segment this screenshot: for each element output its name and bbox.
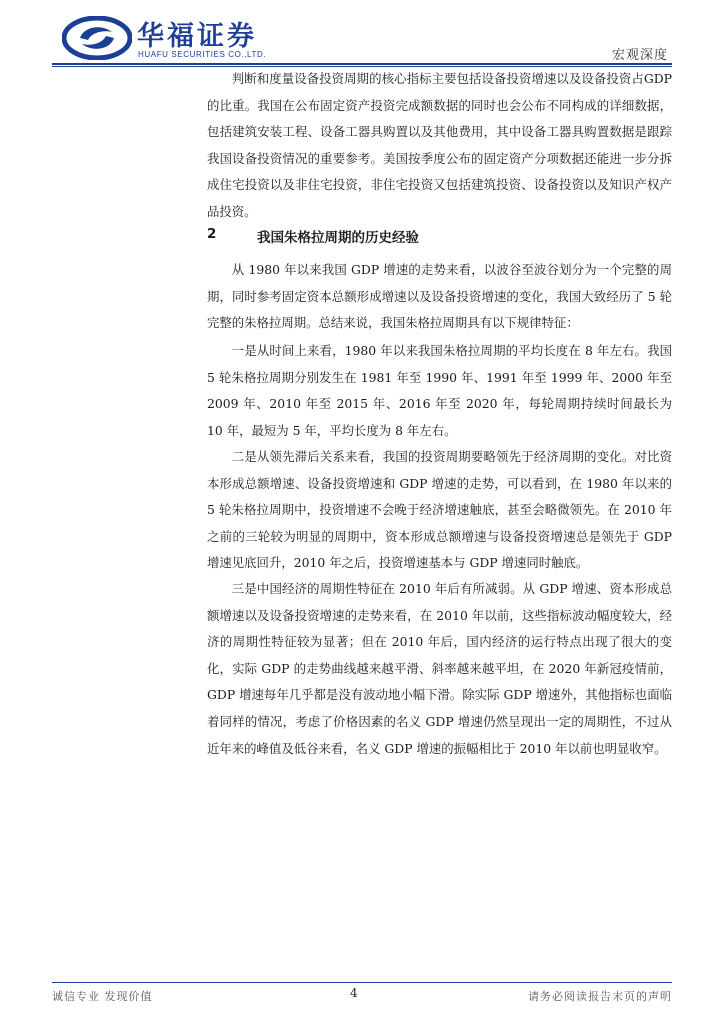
footer-disclaimer-note: 请务必阅读报告末页的声明 — [528, 990, 672, 1003]
section-title: 我国朱格拉周期的历史经验 — [257, 230, 419, 246]
report-type-label: 宏观深度 — [611, 48, 668, 63]
footer-slogan: 诚信专业 发现价值 — [52, 990, 153, 1003]
section-number: 2 — [207, 226, 217, 242]
body-paragraph: 从 1980 年以来我国 GDP 增速的走势来看，以波谷至波谷划分为一个完整的周期，同时参考固定资本总额形成增速以及设备投资增速的变化，我国大致经历了 5 轮完整的朱格拉周期。总结来说，我国朱格拉周期具有以下规律特征： — [207, 262, 672, 331]
page-number: 4 — [350, 986, 358, 1000]
header-divider — [52, 63, 672, 65]
page-header — [0, 0, 724, 70]
logo-english-name: HUAFU SECURITIES CO.,LTD. — [138, 50, 267, 59]
paragraph-block-4 — [207, 576, 672, 762]
intro-block — [207, 66, 672, 226]
section-heading — [207, 226, 672, 250]
huafu-logo-icon — [62, 16, 132, 60]
logo-chinese-name: 华福证券 — [137, 21, 257, 52]
paragraph-block-3 — [207, 444, 672, 577]
paragraph-block-1 — [207, 257, 672, 337]
footer-divider — [52, 982, 672, 983]
intro-paragraph: 判断和度量设备投资周期的核心指标主要包括设备投资增速以及设备投资占GDP的比重。我国在公布固定资产投资完成额数据的同时也会公布不同构成的详细数据，包括建筑安装工程、设备工器具购置以及其他费用，其中设备工器具购置数据是跟踪我国设备投资情况的重要参考。美国按季度公布的固定资产分项数据还能进一步分拆成住宅投资以及非住宅投资，非住宅投资又包括建筑投资、设备投资以及知识产权产品投资。 — [207, 71, 672, 219]
paragraph-block-2 — [207, 338, 672, 444]
body-paragraph: 二是从领先滞后关系来看，我国的投资周期要略领先于经济周期的变化。对比资本形成总额增速、设备投资增速和 GDP 增速的走势，可以看到，在 1980 年以来的 5 轮朱格拉周期中，投资增速不会晚于经济增速触底，甚至会略微领先。在 2010 年之前的三轮较为明显的周期中，资本形成总额增速与设备投资增速总是领先于 GDP 增速见底回升，2010 年之后，投资增速基本与 GDP 增速同时触底。 — [207, 449, 672, 571]
body-paragraph: 三是中国经济的周期性特征在 2010 年后有所减弱。从 GDP 增速、资本形成总额增速以及设备投资增速的走势来看，在 2010 年以前，这些指标波动幅度较大，经济的周期性特征较为显著；但在 2010 年后，国内经济的运行特点出现了很大的变化，实际 GDP 的走势曲线越来越平滑、斜率越来越平坦，在 2020 年新冠疫情前，GDP 增速每年几乎都是没有波动地小幅下滑。除实际 GDP 增速外，其他指标也面临着同样的情况，考虑了价格因素的名义 GDP 增速仍然呈现出一定的周期性，不过从近年来的峰值及低谷来看，名义 GDP 增速的振幅相比于 2010 年以前也明显收窄。 — [207, 581, 672, 756]
body-paragraph: 一是从时间上来看，1980 年以来我国朱格拉周期的平均长度在 8 年左右。我国 5 轮朱格拉周期分别发生在 1981 年至 1990 年、1991 年至 1999 年、2000 年至 2009 年、2010 年至 2015 年、2016 年至 2020 年，每轮周期持续时间最长为 10 年，最短为 5 年，平均长度为 8 年左右。 — [207, 343, 672, 438]
